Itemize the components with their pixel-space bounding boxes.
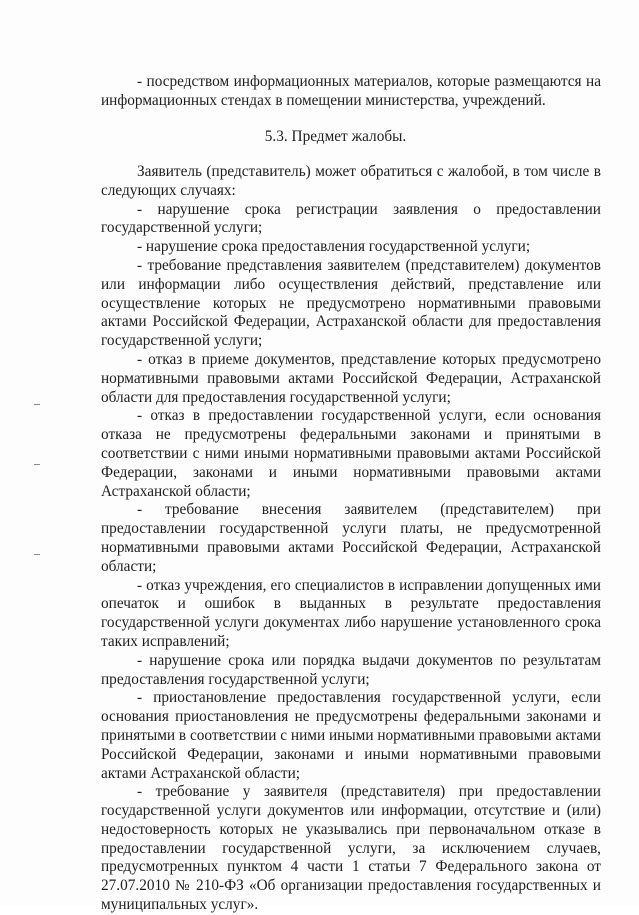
list-item: - требование у заявителя (представителя) при предоставлении государственной услуги документов или информации, отсутствие и (или) недостоверность которых не указывались при первоначальном отказе в предоставлении государственной услуги, за исключением случаев, предусмотренных пунктом 4 части 1 статьи 7 Федерального закона от 27.07.2010 № 210-ФЗ «Об организации предоставления государственных и муниципальных услуг».: [101, 783, 601, 914]
scan-mark: [34, 404, 40, 405]
intro-paragraph: - посредством информационных материалов, которые размещаются на информационных стендах в помещении министерства, учреждений.: [101, 73, 601, 109]
list-item: - приостановление предоставления государственной услуги, если основания приостановления не предусмотрены федеральными законами и принятыми в соответствии с ними иными нормативными правовыми актами Российской Федерации, законами и иными нормативными правовыми актами Астраханской области;: [101, 689, 601, 782]
scan-mark: [34, 464, 40, 465]
section-heading: 5.3. Предмет жалобы.: [264, 128, 407, 145]
list-item: - требование внесения заявителем (представителем) при предоставлении государственной услуги платы, не предусмотренной нормативными правовыми актами Российской Федерации, Астраханской области;: [101, 501, 601, 575]
list-item: - нарушение срока предоставления государственной услуги;: [137, 238, 531, 256]
list-item: - требование представления заявителем (представителем) документов или информации либо осуществления действий, представление или осуществление которых не предусмотрено нормативными правовыми актами Российской Федерации, Астраханской области для предоставления государственной услуги;: [101, 256, 601, 350]
list-item: - отказ учреждения, его специалистов в исправлении допущенных ими опечаток и ошибок в выданных в результате предоставления государственной услуги документах либо нарушение установленного срока таких исправлений;: [101, 576, 601, 650]
list-item: - отказ в приеме документов, представление которых предусмотрено нормативными правовыми актами Российской Федерации, Астраханской области для предоставления государственной услуги;: [101, 350, 601, 406]
list-item: - нарушение срока или порядка выдачи документов по результатам предоставления государственной услуги;: [101, 651, 601, 688]
intro-block: [101, 73, 601, 111]
list-item: - нарушение срока регистрации заявления о предоставлении государственной услуги;: [101, 200, 601, 237]
complaint-cases-list: [101, 163, 601, 915]
paragraph-lead: Заявитель (представитель) может обратиться с жалобой, в том числе в следующих случаях:: [101, 163, 601, 199]
list-item: - отказ в предоставлении государственной услуги, если основания отказа не предусмотрены федеральными законами и принятыми в соответствии с ними иными нормативными правовыми актами Российской Федерации, законами и иными нормативными правовыми актами Астраханской области;: [101, 407, 601, 500]
scan-mark: [34, 554, 40, 555]
